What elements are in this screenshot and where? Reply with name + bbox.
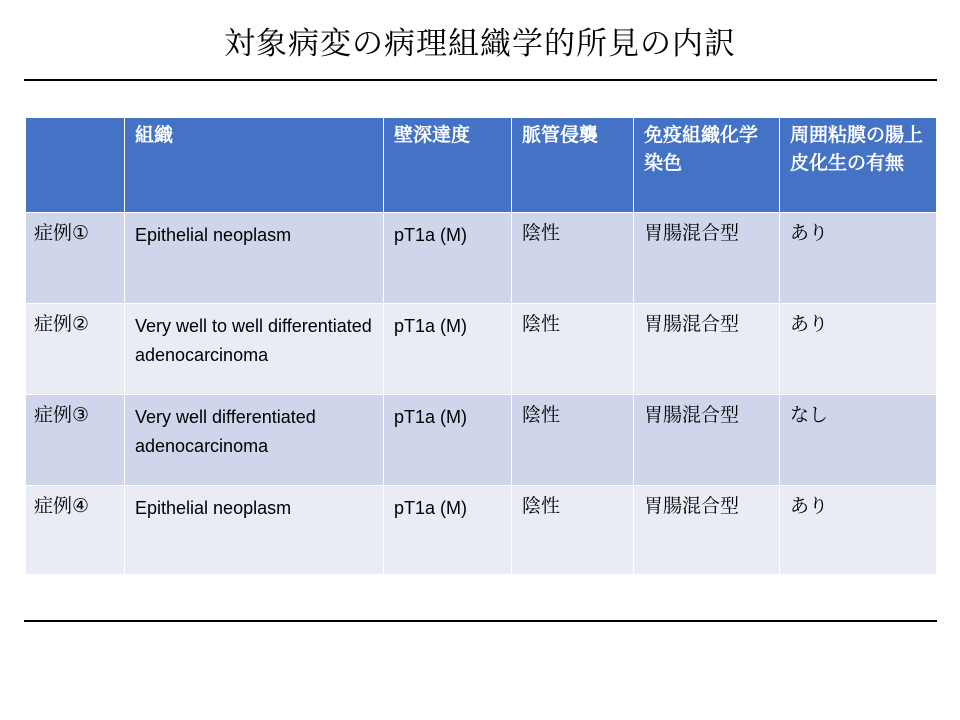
table-row	[26, 486, 937, 575]
invasion-cell: 陰性	[512, 486, 634, 575]
invasion-cell: 陰性	[512, 395, 634, 486]
ihc-cell: 胃腸混合型	[634, 213, 780, 304]
invasion-cell: 陰性	[512, 213, 634, 304]
ihc-cell: 胃腸混合型	[634, 486, 780, 575]
metaplasia-cell: あり	[780, 304, 937, 395]
metaplasia-cell: なし	[780, 395, 937, 486]
header-cell-depth: 壁深達度	[384, 118, 512, 213]
case-label: 症例③	[26, 395, 125, 486]
bottom-divider	[24, 620, 937, 622]
header-cell-case	[26, 118, 125, 213]
header-cell-histology: 組織	[125, 118, 384, 213]
case-label: 症例④	[26, 486, 125, 575]
case-label: 症例①	[26, 213, 125, 304]
invasion-cell: 陰性	[512, 304, 634, 395]
table-row	[26, 213, 937, 304]
ihc-cell: 胃腸混合型	[634, 395, 780, 486]
pathology-table	[25, 117, 937, 575]
depth-cell: pT1a (M)	[384, 213, 512, 304]
histology-cell: Very well to well differentiated adenocarcinoma	[125, 304, 384, 395]
header-cell-invasion: 脈管侵襲	[512, 118, 634, 213]
histology-cell: Epithelial neoplasm	[125, 213, 384, 304]
table-row	[26, 304, 937, 395]
header-cell-metaplasia: 周囲粘膜の腸上皮化生の有無	[780, 118, 937, 213]
histology-cell: Epithelial neoplasm	[125, 486, 384, 575]
depth-cell: pT1a (M)	[384, 486, 512, 575]
depth-cell: pT1a (M)	[384, 395, 512, 486]
depth-cell: pT1a (M)	[384, 304, 512, 395]
slide-title: 対象病変の病理組織学的所見の内訳	[224, 26, 736, 62]
top-divider	[24, 79, 937, 81]
table-header-row	[26, 118, 937, 213]
histology-cell: Very well differentiated adenocarcinoma	[125, 395, 384, 486]
metaplasia-cell: あり	[780, 213, 937, 304]
metaplasia-cell: あり	[780, 486, 937, 575]
case-label: 症例②	[26, 304, 125, 395]
table-row	[26, 395, 937, 486]
ihc-cell: 胃腸混合型	[634, 304, 780, 395]
header-cell-ihc: 免疫組織化学染色	[634, 118, 780, 213]
